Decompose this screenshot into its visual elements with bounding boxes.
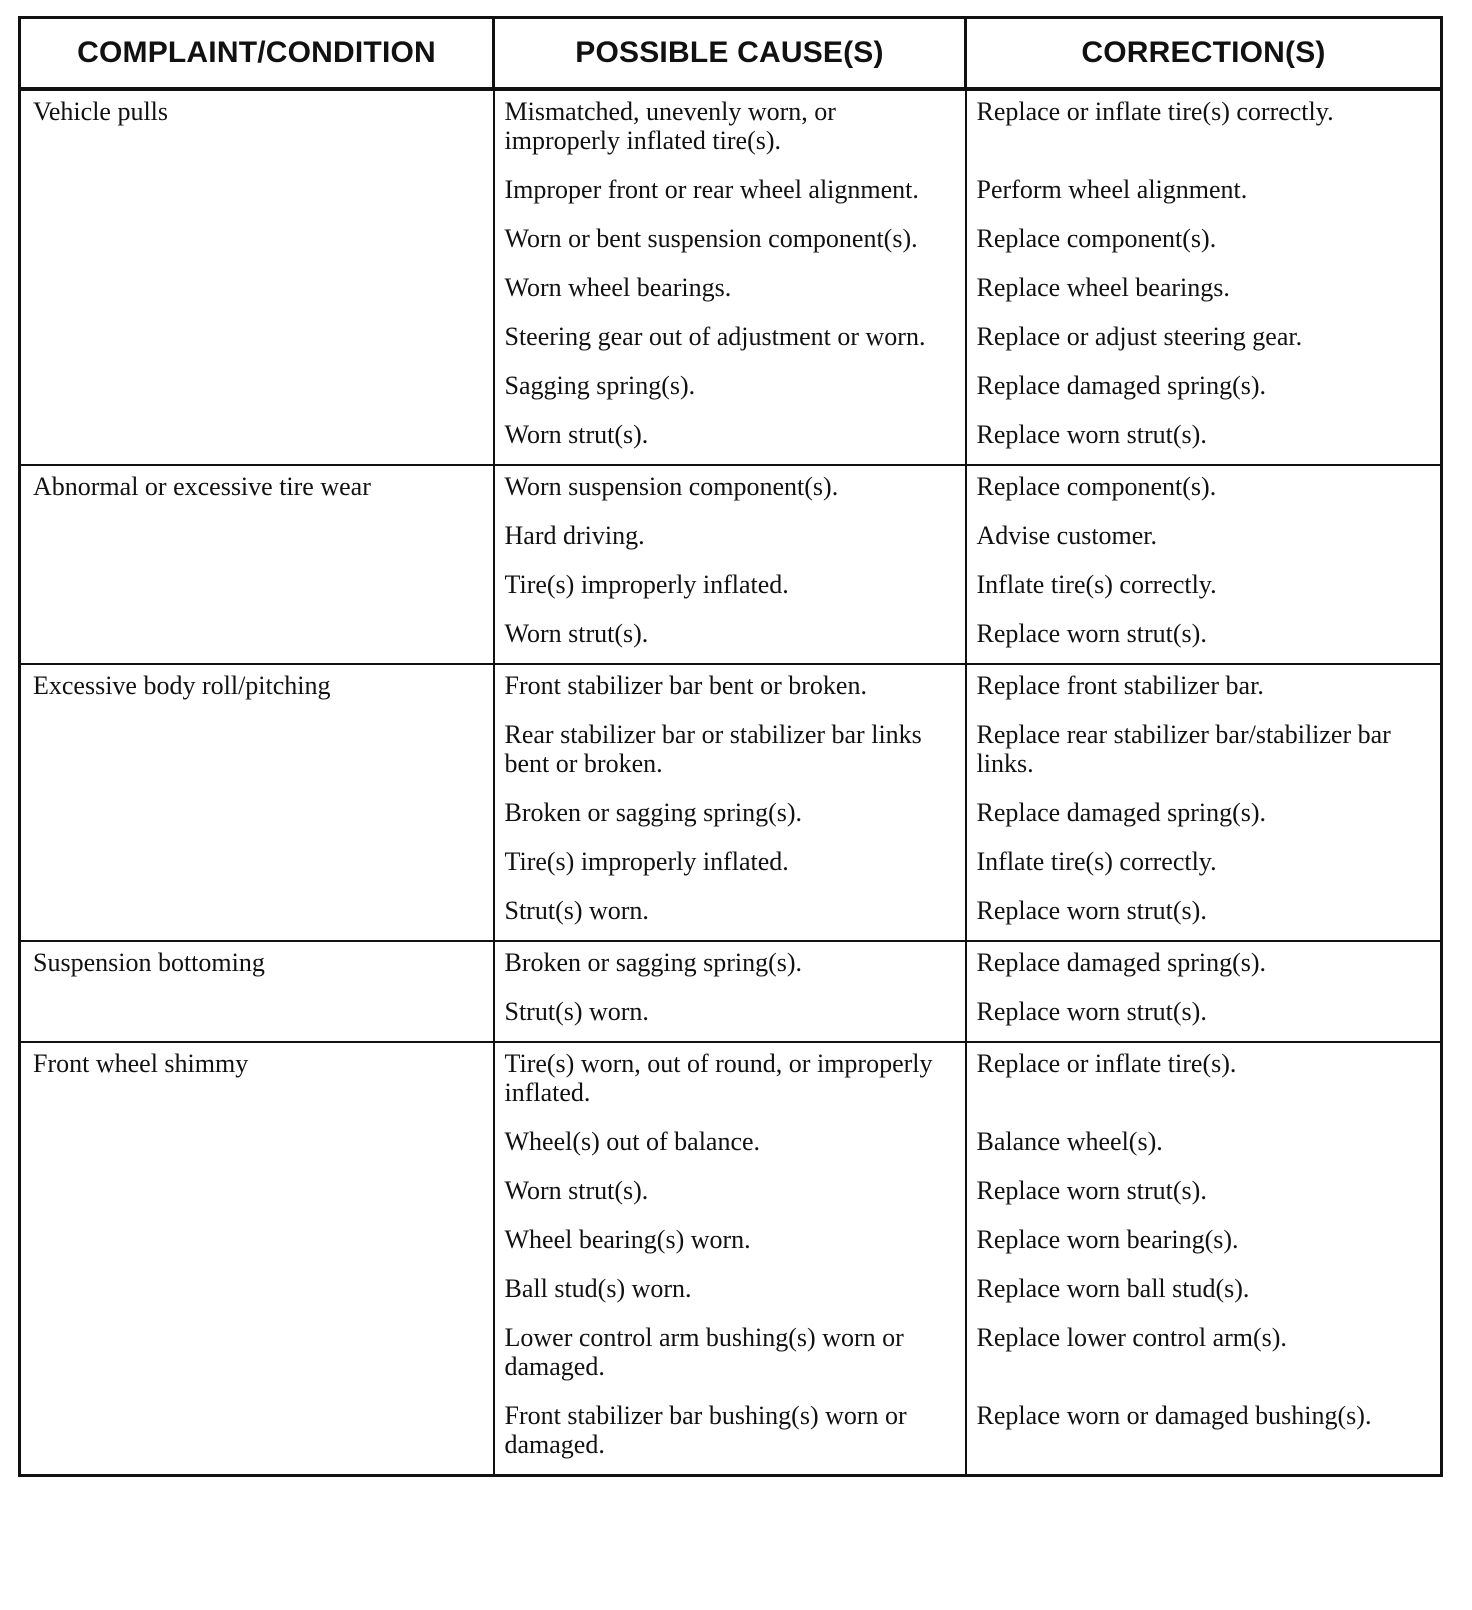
cause-cell: Wheel bearing(s) worn.	[494, 1220, 966, 1269]
cause-cell: Lower control arm bushing(s) worn or damaged.	[494, 1318, 966, 1396]
table-body	[20, 89, 1442, 1476]
header-row	[20, 18, 1442, 90]
correction-cell: Replace worn strut(s).	[966, 614, 1442, 664]
cause-cell: Worn wheel bearings.	[494, 268, 966, 317]
header-correction: CORRECTION(S)	[966, 18, 1442, 90]
cause-cell: Worn strut(s).	[494, 1171, 966, 1220]
correction-cell: Replace or inflate tire(s) correctly.	[966, 89, 1442, 170]
correction-cell: Replace front stabilizer bar.	[966, 664, 1442, 715]
correction-cell: Replace component(s).	[966, 465, 1442, 516]
table-row	[20, 89, 1442, 170]
diagnosis-table	[18, 16, 1443, 1477]
cause-cell: Tire(s) improperly inflated.	[494, 842, 966, 891]
complaint-cell: Vehicle pulls	[20, 89, 494, 465]
cause-cell: Improper front or rear wheel alignment.	[494, 170, 966, 219]
cause-cell: Tire(s) worn, out of round, or improperly inflated.	[494, 1042, 966, 1122]
cause-cell: Tire(s) improperly inflated.	[494, 565, 966, 614]
correction-cell: Replace worn bearing(s).	[966, 1220, 1442, 1269]
correction-cell: Perform wheel alignment.	[966, 170, 1442, 219]
cause-cell: Steering gear out of adjustment or worn.	[494, 317, 966, 366]
header-complaint: COMPLAINT/CONDITION	[20, 18, 494, 90]
correction-cell: Replace rear stabilizer bar/stabilizer bar links.	[966, 715, 1442, 793]
correction-cell: Replace damaged spring(s).	[966, 366, 1442, 415]
cause-cell: Front stabilizer bar bent or broken.	[494, 664, 966, 715]
correction-cell: Inflate tire(s) correctly.	[966, 842, 1442, 891]
correction-cell: Replace damaged spring(s).	[966, 793, 1442, 842]
correction-cell: Replace wheel bearings.	[966, 268, 1442, 317]
cause-cell: Front stabilizer bar bushing(s) worn or damaged.	[494, 1396, 966, 1476]
cause-cell: Hard driving.	[494, 516, 966, 565]
cause-cell: Strut(s) worn.	[494, 992, 966, 1042]
cause-cell: Worn or bent suspension component(s).	[494, 219, 966, 268]
cause-cell: Ball stud(s) worn.	[494, 1269, 966, 1318]
correction-cell: Replace worn ball stud(s).	[966, 1269, 1442, 1318]
correction-cell: Advise customer.	[966, 516, 1442, 565]
correction-cell: Replace worn strut(s).	[966, 415, 1442, 465]
cause-cell: Wheel(s) out of balance.	[494, 1122, 966, 1171]
table-row	[20, 1042, 1442, 1122]
cause-cell: Worn strut(s).	[494, 415, 966, 465]
correction-cell: Replace damaged spring(s).	[966, 941, 1442, 992]
cause-cell: Mismatched, unevenly worn, or improperly inflated tire(s).	[494, 89, 966, 170]
correction-cell: Replace worn strut(s).	[966, 891, 1442, 941]
cause-cell: Broken or sagging spring(s).	[494, 941, 966, 992]
correction-cell: Replace lower control arm(s).	[966, 1318, 1442, 1396]
cause-cell: Strut(s) worn.	[494, 891, 966, 941]
header-cause: POSSIBLE CAUSE(S)	[494, 18, 966, 90]
complaint-cell: Abnormal or excessive tire wear	[20, 465, 494, 664]
cause-cell: Sagging spring(s).	[494, 366, 966, 415]
correction-cell: Replace worn strut(s).	[966, 992, 1442, 1042]
table-row	[20, 664, 1442, 715]
correction-cell: Replace worn or damaged bushing(s).	[966, 1396, 1442, 1476]
cause-cell: Broken or sagging spring(s).	[494, 793, 966, 842]
cause-cell: Worn strut(s).	[494, 614, 966, 664]
correction-cell: Replace worn strut(s).	[966, 1171, 1442, 1220]
correction-cell: Replace component(s).	[966, 219, 1442, 268]
correction-cell: Replace or inflate tire(s).	[966, 1042, 1442, 1122]
cause-cell: Worn suspension component(s).	[494, 465, 966, 516]
correction-cell: Balance wheel(s).	[966, 1122, 1442, 1171]
correction-cell: Replace or adjust steering gear.	[966, 317, 1442, 366]
cause-cell: Rear stabilizer bar or stabilizer bar links bent or broken.	[494, 715, 966, 793]
complaint-cell: Excessive body roll/pitching	[20, 664, 494, 941]
correction-cell: Inflate tire(s) correctly.	[966, 565, 1442, 614]
table-row	[20, 465, 1442, 516]
table-row	[20, 941, 1442, 992]
complaint-cell: Suspension bottoming	[20, 941, 494, 1042]
complaint-cell: Front wheel shimmy	[20, 1042, 494, 1476]
